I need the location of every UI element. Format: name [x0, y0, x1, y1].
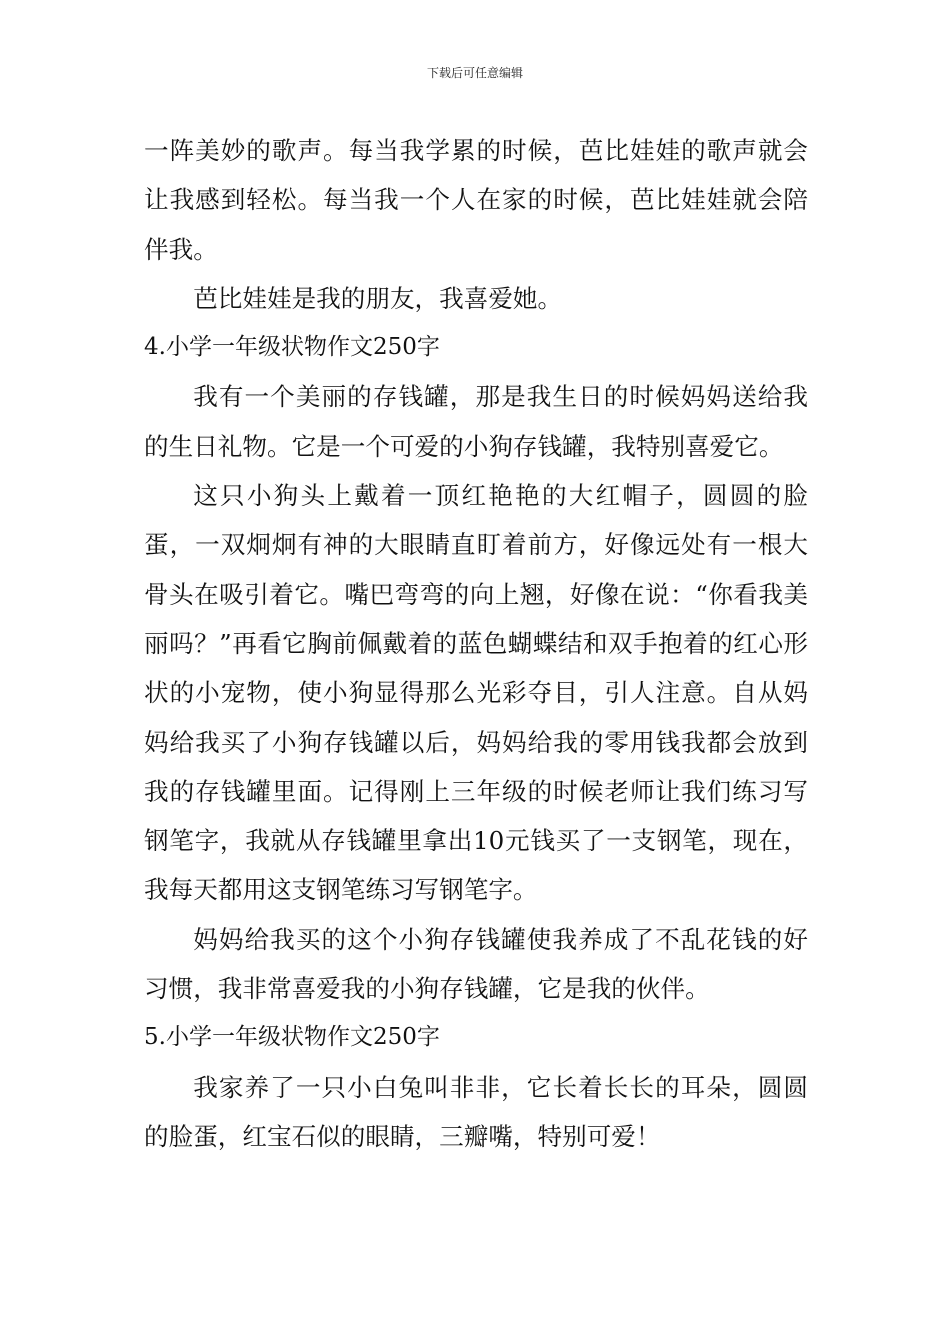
- paragraph: 我家养了一只小白兔叫非非，它长着长长的耳朵，圆圆的脸蛋，红宝石似的眼睛，三瓣嘴，特别可爱！: [144, 1072, 808, 1151]
- document-body: [144, 126, 808, 1161]
- paragraph: 芭比娃娃是我的朋友，我喜爱她。: [193, 283, 563, 313]
- section-heading: 5.小学一年级状物作文250字: [144, 1024, 440, 1051]
- section-heading: 4.小学一年级状物作文250字: [144, 334, 440, 361]
- paragraph: 我有一个美丽的存钱罐，那是我生日的时候妈妈送给我的生日礼物。它是一个可爱的小狗存钱罐，我特别喜爱它。: [144, 382, 808, 461]
- paragraph: 一阵美妙的歌声。每当我学累的时候，芭比娃娃的歌声就会让我感到轻松。每当我一个人在家的时候，芭比娃娃就会陪伴我。: [144, 136, 808, 264]
- paragraph: 这只小狗头上戴着一顶红艳艳的大红帽子，圆圆的脸蛋，一双炯炯有神的大眼睛直盯着前方，好像远处有一根大骨头在吸引着它。嘴巴弯弯的向上翘，好像在说：“你看我美丽吗？”再看它胸前佩戴着的蓝色蝴蝶结和双手抱着的红心形状的小宠物，使小狗显得那么光彩夺目，引人注意。自从妈妈给我买了小狗存钱罐以后，妈妈给我的零用钱我都会放到我的存钱罐里面。记得刚上三年级的时候老师让我们练习写钢笔字，我就从存钱罐里拿出10元钱买了一支钢笔，现在，我每天都用这支钢笔练习写钢笔字。: [144, 481, 808, 905]
- page-header: 下载后可任意编辑: [426, 66, 523, 80]
- paragraph: 妈妈给我买的这个小狗存钱罐使我养成了不乱花钱的好习惯，我非常喜爱我的小狗存钱罐，它是我的伙伴。: [144, 924, 808, 1004]
